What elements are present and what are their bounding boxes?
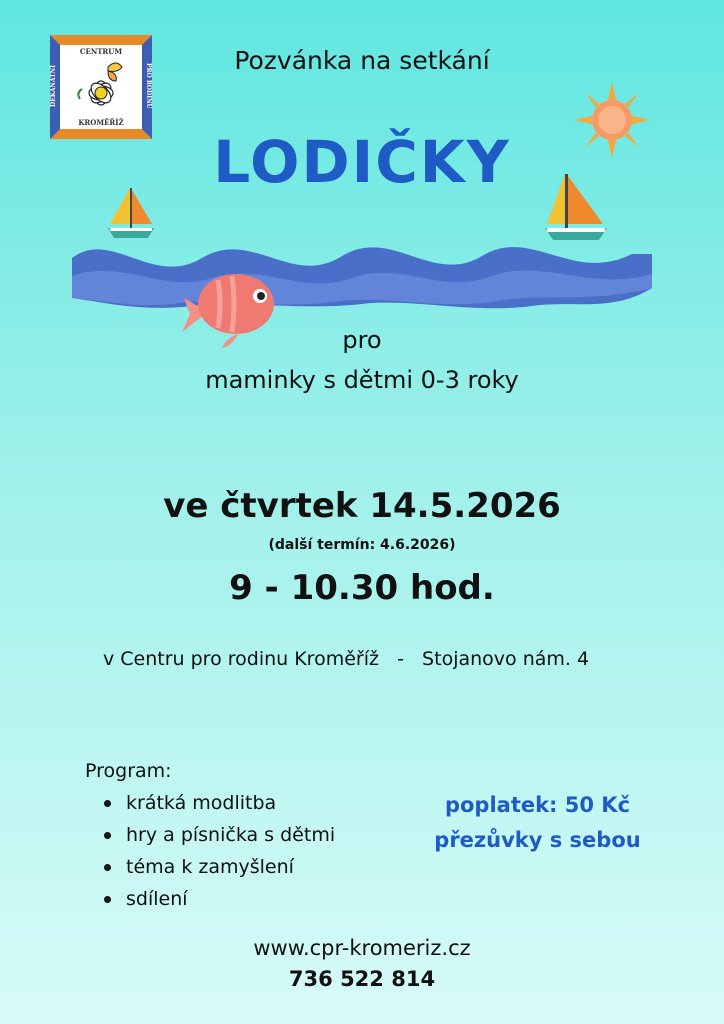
logo-text-top: CENTRUM [79, 47, 123, 56]
sun-icon [572, 80, 652, 160]
audience-line-1: pro [342, 326, 382, 354]
website-link[interactable]: www.cpr-kromeriz.cz [253, 936, 471, 960]
phone-number: 736 522 814 [288, 967, 436, 991]
program-item: hry a písnička s dětmi [104, 822, 335, 854]
program-item: sdílení [104, 886, 335, 918]
logo-text-bottom: KROMĚŘÍŽ [78, 118, 124, 127]
sailboat-left-icon [106, 186, 156, 244]
audience-line-2: maminky s dětmi 0-3 roky [205, 366, 519, 394]
next-term: (další termín: 4.6.2026) [268, 537, 456, 553]
event-time: 9 - 10.30 hod. [229, 568, 495, 608]
program-item: krátká modlitba [104, 790, 335, 822]
fee-line: poplatek: 50 Kč [444, 793, 631, 817]
invitation-heading: Pozvánka na setkání [234, 46, 490, 75]
program-item: téma k zamyšlení [104, 854, 335, 886]
logo-text-right: PRO RODINU [145, 63, 152, 109]
sailboat-right-icon [543, 172, 609, 244]
program-list [104, 790, 335, 918]
fee-info [430, 788, 645, 858]
program-heading: Program: [85, 760, 172, 782]
event-title: LODIČKY [213, 128, 511, 196]
event-place: v Centru pro rodinu Kroměříž - Stojanovo nám. 4 [103, 648, 590, 670]
slippers-line: přezůvky s sebou [434, 828, 641, 852]
event-date: ve čtvrtek 14.5.2026 [163, 486, 561, 526]
logo-text-left: DĚKANÁTNÍ [50, 65, 57, 107]
